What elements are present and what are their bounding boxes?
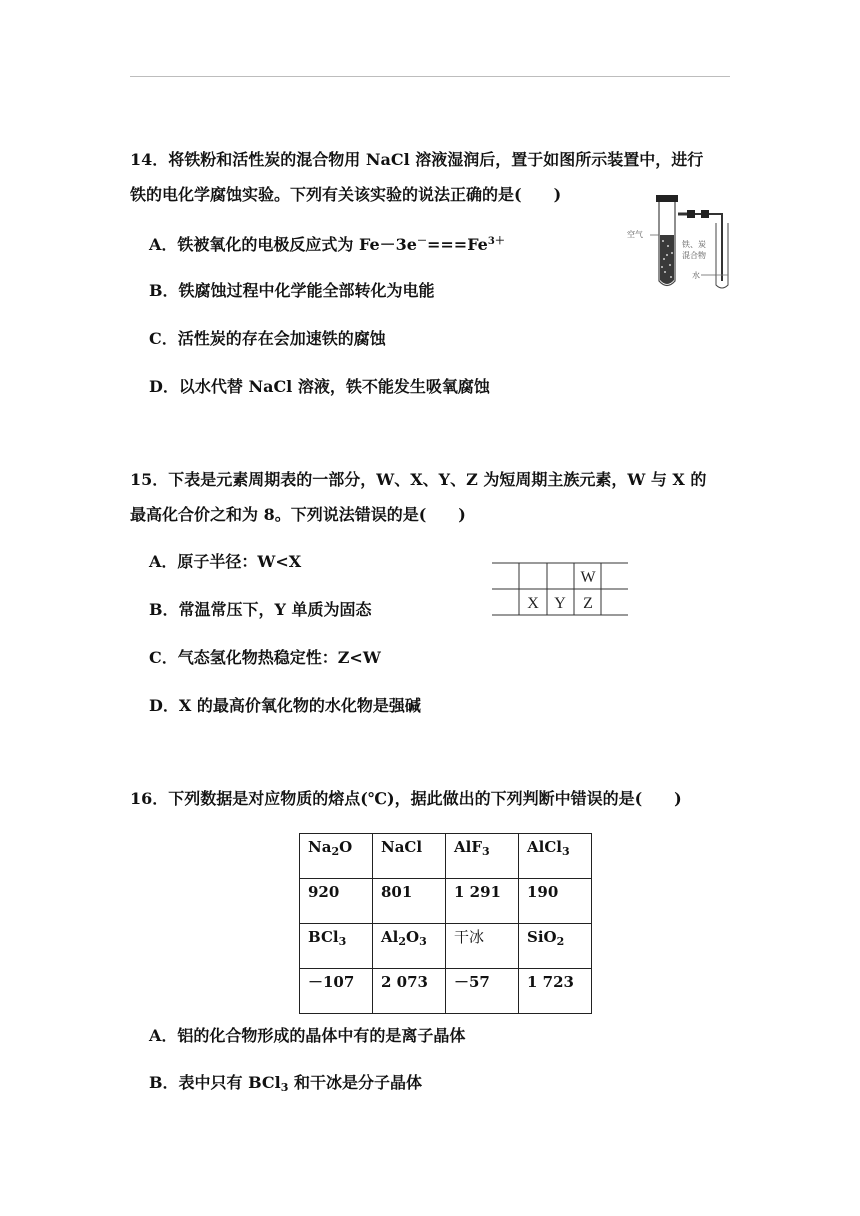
q14-option-b: B．铁腐蚀过程中化学能全部转化为电能 [149, 281, 435, 300]
figure-label-mixture-1: 铁、炭 [682, 240, 706, 249]
q14-stem-line1: 14．将铁粉和活性炭的混合物用 NaCl 溶液湿润后，置于如图所示装置中，进行 [130, 150, 704, 169]
q15-option-a: A．原子半径：W<X [149, 552, 302, 571]
table-cell: AlF$_3$ [446, 834, 519, 879]
melting-point-table [299, 833, 592, 1014]
table-cell: BCl$_3$ [300, 924, 373, 969]
table-row [300, 879, 592, 924]
table-cell: $Na_2O$ [300, 834, 373, 879]
table-cell: SiO$_2$ [519, 924, 592, 969]
q14-stem-line2: 铁的电化学腐蚀实验。下列有关该实验的说法正确的是( ) [130, 185, 562, 204]
q15-option-c: C．气态氢化物热稳定性：Z<W [149, 648, 381, 667]
header-rule [130, 76, 730, 77]
cell-x: X [527, 595, 539, 612]
q16-stem: 16．下列数据是对应物质的熔点(℃)，据此做出的下列判断中错误的是( ) [130, 789, 682, 808]
q15-stem-line2: 最高化合价之和为 8。下列说法错误的是( ) [130, 505, 466, 524]
figure-label-air: 空气 [627, 230, 643, 239]
q16-option-b: B．表中只有 BCl$_3$ 和干冰是分子晶体 [149, 1073, 422, 1094]
table-cell: 801 [373, 879, 446, 924]
table-cell: 190 [519, 879, 592, 924]
q14-option-a: A．铁被氧化的电极反应式为 $Fe-3e^-===Fe^{3+}$ [149, 235, 505, 254]
table-cell: 920 [300, 879, 373, 924]
periodic-table-fragment [492, 560, 632, 616]
table-cell: $Al_2O_3$ [373, 924, 446, 969]
q15-option-b: B．常温常压下，Y 单质为固态 [149, 600, 372, 619]
q16-option-a: A．铝的化合物形成的晶体中有的是离子晶体 [149, 1026, 466, 1045]
cell-w: W [580, 569, 596, 586]
figure-label-mixture-2: 混合物 [682, 251, 706, 260]
table-cell: －107 [300, 969, 373, 1014]
q15-option-d: D．X 的最高价氧化物的水化物是强碱 [149, 696, 421, 715]
table-cell: －57 [446, 969, 519, 1014]
table-cell: 干冰 [446, 924, 519, 969]
table-cell: 2 073 [373, 969, 446, 1014]
cell-z: Z [583, 595, 593, 612]
figure-label-water: 水 [692, 271, 700, 280]
table-cell: 1 723 [519, 969, 592, 1014]
q15-stem-line1: 15．下表是元素周期表的一部分，W、X、Y、Z 为短周期主族元素，W 与 X 的 [130, 470, 707, 489]
table-row [300, 969, 592, 1014]
q14-option-d: D．以水代替 NaCl 溶液，铁不能发生吸氧腐蚀 [149, 377, 490, 396]
table-cell: NaCl [373, 834, 446, 879]
table-cell: 1 291 [446, 879, 519, 924]
table-row [300, 834, 592, 879]
corrosion-apparatus-figure [626, 193, 738, 293]
table-row [300, 924, 592, 969]
q14-option-c: C．活性炭的存在会加速铁的腐蚀 [149, 329, 386, 348]
cell-y: Y [554, 595, 566, 612]
table-cell: AlCl$_3$ [519, 834, 592, 879]
